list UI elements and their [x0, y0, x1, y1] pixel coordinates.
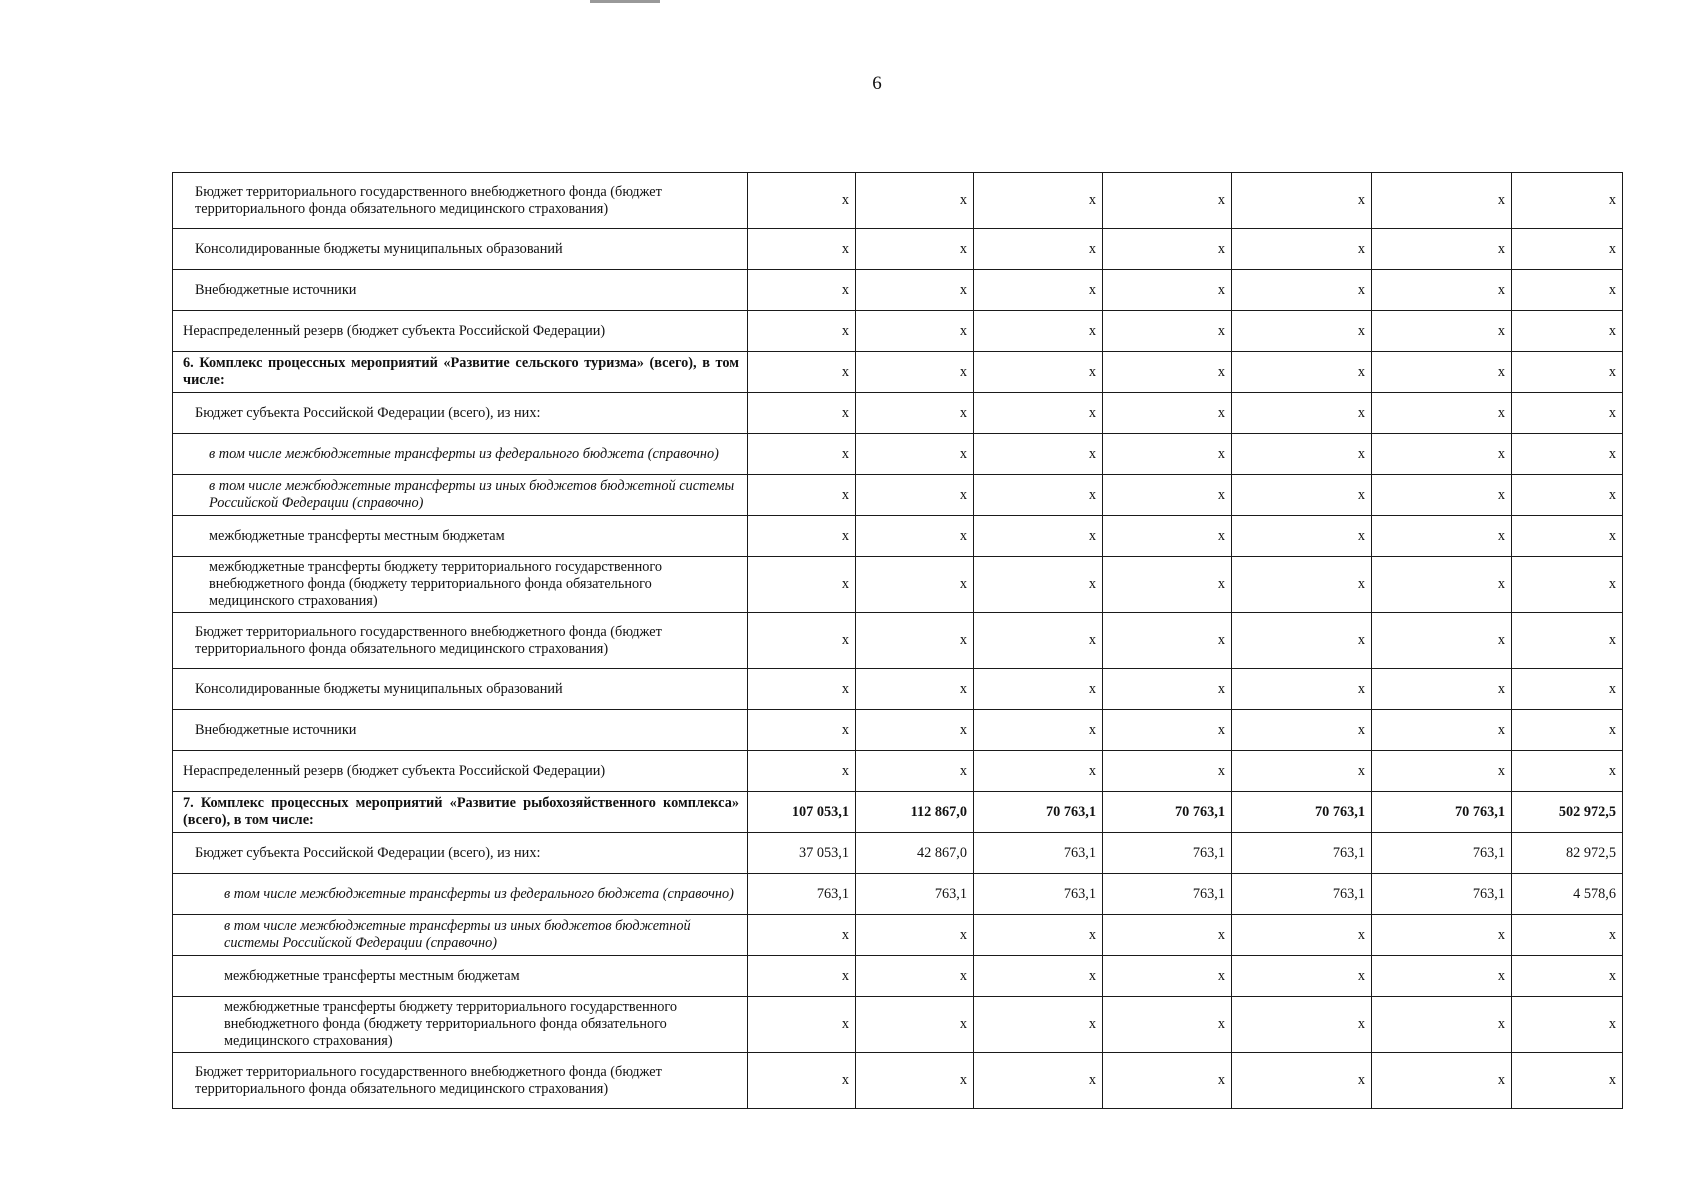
cell-value: x: [1103, 557, 1232, 613]
cell-value: x: [1512, 516, 1623, 557]
table-row: [173, 270, 1623, 311]
cell-value: 112 867,0: [856, 792, 974, 833]
cell-value: x: [1372, 710, 1512, 751]
cell-value: x: [1103, 710, 1232, 751]
cell-value: x: [974, 751, 1103, 792]
cell-value: x: [1232, 915, 1372, 956]
row-label: Нераспределенный резерв (бюджет субъекта Российской Федерации): [173, 751, 748, 792]
cell-value: x: [1103, 669, 1232, 710]
cell-value: x: [748, 669, 856, 710]
cell-value: x: [1512, 475, 1623, 516]
table-row: [173, 915, 1623, 956]
cell-value: 763,1: [1232, 874, 1372, 915]
cell-value: x: [1372, 311, 1512, 352]
cell-value: x: [1372, 173, 1512, 229]
table-row: [173, 710, 1623, 751]
cell-value: x: [1512, 613, 1623, 669]
cell-value: 763,1: [1232, 833, 1372, 874]
cell-value: x: [1512, 710, 1623, 751]
cell-value: x: [748, 311, 856, 352]
cell-value: x: [748, 751, 856, 792]
cell-value: x: [974, 613, 1103, 669]
cell-value: x: [1512, 352, 1623, 393]
cell-value: 82 972,5: [1512, 833, 1623, 874]
row-label: межбюджетные трансферты бюджету территориального государственного внебюджетного фонда (бюджету территориального фонда обязательного медицинского страхования): [173, 997, 748, 1053]
page-number: 6: [872, 73, 882, 94]
table-row: [173, 352, 1623, 393]
cell-value: x: [1372, 557, 1512, 613]
cell-value: 763,1: [1372, 874, 1512, 915]
scan-artifact: [590, 0, 660, 3]
cell-value: x: [1372, 997, 1512, 1053]
cell-value: x: [748, 915, 856, 956]
cell-value: 763,1: [974, 833, 1103, 874]
cell-value: x: [974, 352, 1103, 393]
table-row: [173, 557, 1623, 613]
cell-value: 37 053,1: [748, 833, 856, 874]
cell-value: x: [856, 915, 974, 956]
row-label: Бюджет территориального государственного внебюджетного фонда (бюджет территориального фонда обязательного медицинского страхования): [173, 613, 748, 669]
cell-value: x: [1103, 229, 1232, 270]
cell-value: x: [1103, 311, 1232, 352]
cell-value: x: [1103, 516, 1232, 557]
cell-value: x: [1232, 352, 1372, 393]
cell-value: x: [1103, 751, 1232, 792]
cell-value: x: [1512, 1053, 1623, 1109]
cell-value: x: [974, 710, 1103, 751]
row-label: Внебюджетные источники: [173, 270, 748, 311]
cell-value: x: [1103, 173, 1232, 229]
row-label: 7. Комплекс процессных мероприятий «Развитие рыбохозяйственного комплекса» (всего), в том числе:: [173, 792, 748, 833]
cell-value: x: [748, 1053, 856, 1109]
cell-value: x: [856, 669, 974, 710]
table-row: [173, 393, 1623, 434]
row-label: Бюджет субъекта Российской Федерации (всего), из них:: [173, 833, 748, 874]
table-row: [173, 874, 1623, 915]
cell-value: x: [1512, 434, 1623, 475]
cell-value: x: [748, 434, 856, 475]
cell-value: x: [1103, 475, 1232, 516]
cell-value: x: [1372, 669, 1512, 710]
table-row: [173, 751, 1623, 792]
cell-value: x: [974, 475, 1103, 516]
cell-value: x: [1512, 393, 1623, 434]
cell-value: x: [974, 915, 1103, 956]
cell-value: x: [856, 557, 974, 613]
cell-value: 107 053,1: [748, 792, 856, 833]
row-label: межбюджетные трансферты бюджету территориального государственного внебюджетного фонда (бюджету территориального фонда обязательного медицинского страхования): [173, 557, 748, 613]
row-label: Консолидированные бюджеты муниципальных образований: [173, 669, 748, 710]
table-row: [173, 173, 1623, 229]
cell-value: x: [1372, 352, 1512, 393]
cell-value: x: [748, 613, 856, 669]
cell-value: x: [1103, 997, 1232, 1053]
cell-value: x: [974, 311, 1103, 352]
cell-value: x: [1372, 229, 1512, 270]
cell-value: 763,1: [1103, 833, 1232, 874]
cell-value: x: [1372, 393, 1512, 434]
cell-value: 42 867,0: [856, 833, 974, 874]
cell-value: x: [974, 393, 1103, 434]
cell-value: x: [1372, 475, 1512, 516]
cell-value: 4 578,6: [1512, 874, 1623, 915]
cell-value: x: [1232, 270, 1372, 311]
cell-value: x: [1103, 270, 1232, 311]
cell-value: x: [748, 557, 856, 613]
cell-value: x: [1372, 613, 1512, 669]
table-row: [173, 792, 1623, 833]
cell-value: 763,1: [1372, 833, 1512, 874]
cell-value: x: [974, 1053, 1103, 1109]
row-label: межбюджетные трансферты местным бюджетам: [173, 956, 748, 997]
cell-value: x: [856, 997, 974, 1053]
row-label: в том числе межбюджетные трансферты из федерального бюджета (справочно): [173, 434, 748, 475]
cell-value: x: [1372, 751, 1512, 792]
cell-value: 70 763,1: [1103, 792, 1232, 833]
cell-value: x: [748, 270, 856, 311]
table-row: [173, 311, 1623, 352]
cell-value: x: [1103, 434, 1232, 475]
row-label: в том числе межбюджетные трансферты из иных бюджетов бюджетной системы Российской Федерации (справочно): [173, 475, 748, 516]
cell-value: x: [748, 516, 856, 557]
cell-value: 763,1: [748, 874, 856, 915]
cell-value: x: [974, 434, 1103, 475]
cell-value: x: [1512, 956, 1623, 997]
cell-value: x: [748, 475, 856, 516]
cell-value: x: [856, 1053, 974, 1109]
cell-value: 70 763,1: [1372, 792, 1512, 833]
cell-value: x: [1372, 915, 1512, 956]
cell-value: x: [856, 393, 974, 434]
cell-value: x: [1372, 1053, 1512, 1109]
cell-value: x: [974, 270, 1103, 311]
cell-value: x: [1103, 956, 1232, 997]
cell-value: x: [974, 173, 1103, 229]
table-row: [173, 956, 1623, 997]
cell-value: x: [974, 516, 1103, 557]
row-label: межбюджетные трансферты местным бюджетам: [173, 516, 748, 557]
cell-value: 70 763,1: [974, 792, 1103, 833]
cell-value: x: [974, 669, 1103, 710]
cell-value: x: [1232, 393, 1372, 434]
cell-value: x: [1232, 956, 1372, 997]
cell-value: x: [1232, 751, 1372, 792]
row-label: Бюджет территориального государственного внебюджетного фонда (бюджет территориального фонда обязательного медицинского страхования): [173, 173, 748, 229]
cell-value: x: [748, 173, 856, 229]
table-row: [173, 434, 1623, 475]
cell-value: x: [1103, 613, 1232, 669]
row-label: Бюджет территориального государственного внебюджетного фонда (бюджет территориального фонда обязательного медицинского страхования): [173, 1053, 748, 1109]
cell-value: x: [1372, 270, 1512, 311]
cell-value: x: [1512, 557, 1623, 613]
cell-value: x: [1232, 516, 1372, 557]
cell-value: x: [856, 956, 974, 997]
row-label: Нераспределенный резерв (бюджет субъекта Российской Федерации): [173, 311, 748, 352]
table-row: [173, 613, 1623, 669]
cell-value: x: [856, 613, 974, 669]
cell-value: x: [856, 516, 974, 557]
cell-value: 502 972,5: [1512, 792, 1623, 833]
cell-value: x: [974, 557, 1103, 613]
cell-value: x: [856, 352, 974, 393]
cell-value: x: [974, 997, 1103, 1053]
table-row: [173, 1053, 1623, 1109]
cell-value: x: [748, 710, 856, 751]
cell-value: x: [748, 997, 856, 1053]
cell-value: x: [1512, 751, 1623, 792]
cell-value: x: [1103, 1053, 1232, 1109]
table-row: [173, 229, 1623, 270]
cell-value: x: [1512, 669, 1623, 710]
cell-value: x: [1232, 997, 1372, 1053]
cell-value: x: [1232, 229, 1372, 270]
cell-value: x: [856, 173, 974, 229]
cell-value: x: [856, 710, 974, 751]
cell-value: x: [856, 475, 974, 516]
cell-value: x: [1512, 997, 1623, 1053]
table-row: [173, 475, 1623, 516]
row-label: Внебюджетные источники: [173, 710, 748, 751]
table-row: [173, 833, 1623, 874]
table-row: [173, 997, 1623, 1053]
cell-value: x: [1232, 710, 1372, 751]
cell-value: x: [856, 311, 974, 352]
cell-value: x: [1232, 1053, 1372, 1109]
cell-value: x: [1232, 669, 1372, 710]
cell-value: x: [1103, 393, 1232, 434]
cell-value: x: [1232, 475, 1372, 516]
cell-value: 70 763,1: [1232, 792, 1372, 833]
cell-value: x: [1232, 434, 1372, 475]
cell-value: x: [1372, 516, 1512, 557]
cell-value: x: [1232, 557, 1372, 613]
row-label: в том числе межбюджетные трансферты из федерального бюджета (справочно): [173, 874, 748, 915]
cell-value: x: [1372, 434, 1512, 475]
table-body: [173, 173, 1623, 1109]
cell-value: x: [1512, 311, 1623, 352]
cell-value: x: [856, 270, 974, 311]
row-label: Консолидированные бюджеты муниципальных образований: [173, 229, 748, 270]
cell-value: x: [1512, 270, 1623, 311]
cell-value: x: [1512, 915, 1623, 956]
row-label: 6. Комплекс процессных мероприятий «Развитие сельского туризма» (всего), в том числе:: [173, 352, 748, 393]
cell-value: 763,1: [974, 874, 1103, 915]
cell-value: 763,1: [856, 874, 974, 915]
cell-value: x: [1232, 311, 1372, 352]
cell-value: x: [748, 229, 856, 270]
cell-value: x: [1372, 956, 1512, 997]
budget-table: [172, 172, 1623, 1109]
row-label: Бюджет субъекта Российской Федерации (всего), из них:: [173, 393, 748, 434]
cell-value: x: [856, 229, 974, 270]
cell-value: x: [1512, 173, 1623, 229]
cell-value: x: [1103, 915, 1232, 956]
cell-value: x: [1512, 229, 1623, 270]
cell-value: x: [1103, 352, 1232, 393]
cell-value: x: [856, 434, 974, 475]
cell-value: x: [748, 352, 856, 393]
cell-value: x: [1232, 173, 1372, 229]
cell-value: x: [748, 956, 856, 997]
cell-value: x: [1232, 613, 1372, 669]
table-row: [173, 669, 1623, 710]
cell-value: 763,1: [1103, 874, 1232, 915]
table-row: [173, 516, 1623, 557]
cell-value: x: [974, 229, 1103, 270]
cell-value: x: [748, 393, 856, 434]
cell-value: x: [856, 751, 974, 792]
row-label: в том числе межбюджетные трансферты из иных бюджетов бюджетной системы Российской Федерации (справочно): [173, 915, 748, 956]
cell-value: x: [974, 956, 1103, 997]
